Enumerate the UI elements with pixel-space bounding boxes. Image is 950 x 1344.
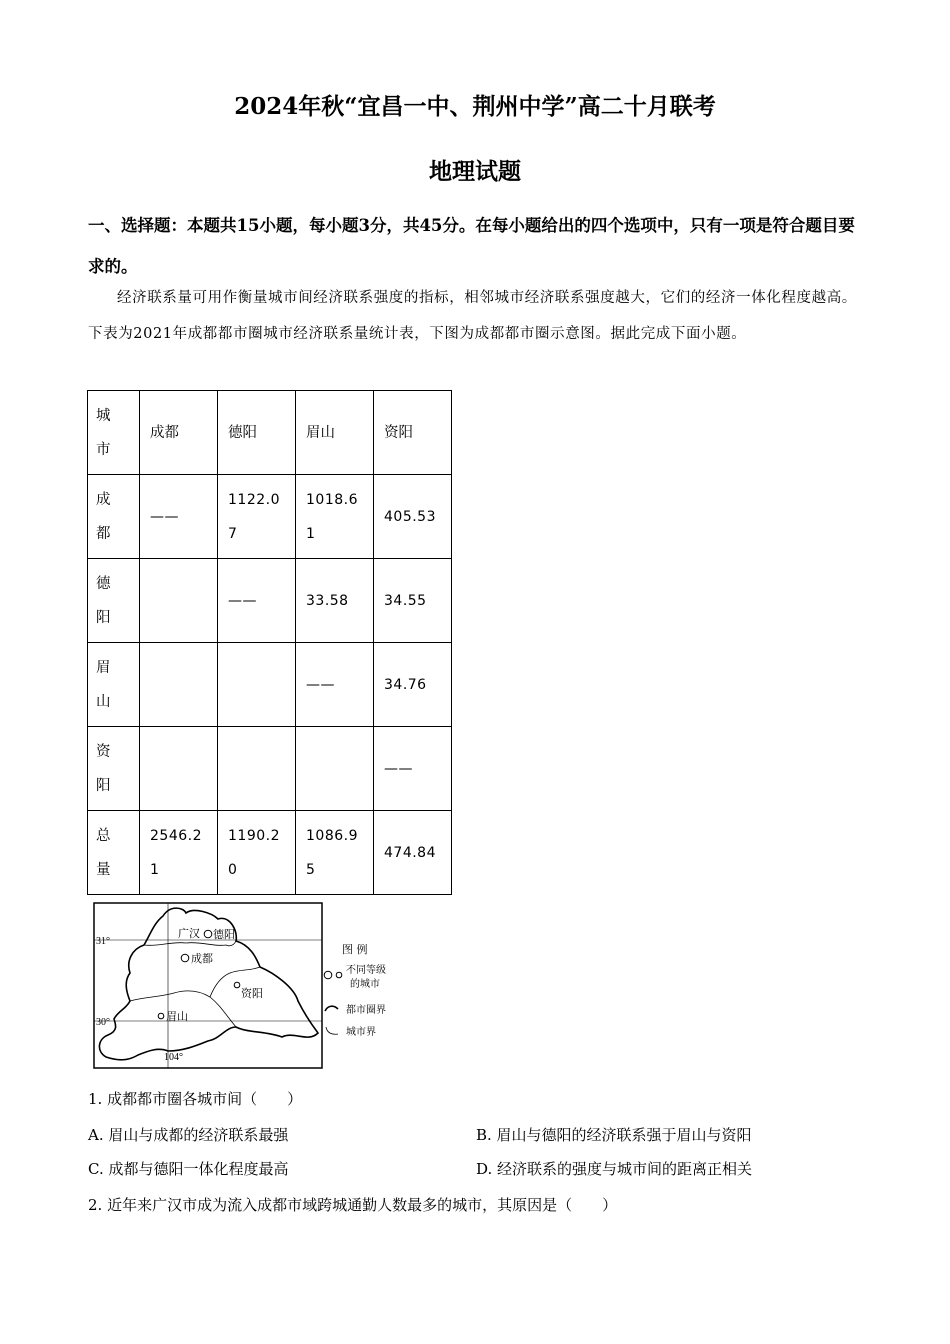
corner-char: 市 <box>96 441 111 458</box>
city-marker <box>158 1013 164 1019</box>
city-boundary <box>210 997 236 1027</box>
row-header <box>88 559 140 643</box>
map-city-label: 广汉 <box>178 927 200 940</box>
city-marker <box>181 954 189 962</box>
row-header-char: 量 <box>96 861 111 878</box>
latitude-label: 30° <box>96 1017 110 1028</box>
map-city-label: 资阳 <box>241 987 263 1000</box>
row-header-char: 成 <box>96 491 111 508</box>
column-header: 成都 <box>140 391 218 475</box>
table-cell: —— <box>140 475 218 559</box>
city-boundary <box>144 941 236 946</box>
table-cell: —— <box>374 727 452 811</box>
table-cell: 1122.07 <box>218 475 296 559</box>
column-header: 眉山 <box>296 391 374 475</box>
table-cell <box>218 643 296 727</box>
table-cell <box>140 643 218 727</box>
column-header: 德阳 <box>218 391 296 475</box>
question-1-option-c: C. 成都与德阳一体化程度最高 <box>88 1160 289 1178</box>
longitude-label: 104° <box>164 1052 183 1063</box>
question-1-option-b: B. 眉山与德阳的经济联系强于眉山与资阳 <box>476 1126 752 1144</box>
row-header <box>88 811 140 895</box>
table-cell <box>296 727 374 811</box>
map-city-label: 眉山 <box>166 1010 188 1023</box>
table-row <box>88 475 452 559</box>
city-marker <box>204 930 212 938</box>
section-heading: 一、选择题：本题共15小题，每小题3分，共45分。在每小题给出的四个选项中，只有一项是符合题目要求的。 <box>88 216 855 276</box>
table-row <box>88 559 452 643</box>
legend-item: 都市圈界 <box>346 1005 386 1016</box>
map-city-label: 德阳 <box>213 928 235 941</box>
map-city-label: 成都 <box>191 952 213 965</box>
table-cell: 34.55 <box>374 559 452 643</box>
question-1-stem: 1. 成都都市圈各城市间（ ） <box>88 1090 303 1108</box>
table-cell: —— <box>296 643 374 727</box>
table-cell: 1190.20 <box>218 811 296 895</box>
table-row <box>88 643 452 727</box>
intro-paragraph: 经济联系量可用作衡量城市间经济联系强度的指标，相邻城市经济联系强度越大，它们的经济一体化程度越高。下表为2021年成都都市圈城市经济联系量统计表，下图为成都都市圈示意图。据此完成下面小题。 <box>88 290 857 342</box>
economic-linkage-table <box>87 390 452 895</box>
exam-subtitle: 地理试题 <box>429 158 521 185</box>
table-cell: 405.53 <box>374 475 452 559</box>
table-cell <box>140 559 218 643</box>
legend-item: 城市界 <box>346 1027 376 1038</box>
question-1-option-d: D. 经济联系的强度与城市间的距离正相关 <box>476 1160 753 1178</box>
table-header-row <box>88 391 452 475</box>
column-header: 资阳 <box>374 391 452 475</box>
chengdu-metro-map <box>88 901 400 1073</box>
table-row <box>88 811 452 895</box>
legend-metro-boundary-symbol <box>325 1006 338 1011</box>
row-header <box>88 727 140 811</box>
table-cell: 34.76 <box>374 643 452 727</box>
row-header-char: 总 <box>96 827 111 844</box>
city-marker <box>234 982 240 988</box>
legend-city-boundary-symbol <box>326 1027 338 1034</box>
corner-char: 城 <box>96 407 111 424</box>
table-cell: 474.84 <box>374 811 452 895</box>
legend-item: 的城市 <box>350 979 380 990</box>
question-1-option-a: A. 眉山与成都的经济联系最强 <box>88 1126 289 1144</box>
row-header-char: 阳 <box>96 777 111 794</box>
row-header-char: 资 <box>96 743 111 760</box>
table-corner-cell <box>88 391 140 475</box>
row-header-char: 阳 <box>96 609 111 626</box>
row-header <box>88 643 140 727</box>
row-header-char: 都 <box>96 525 111 542</box>
table-cell: 1018.61 <box>296 475 374 559</box>
row-header-char: 德 <box>96 575 111 592</box>
legend-title: 图 例 <box>342 943 368 956</box>
legend-city-marker <box>324 971 332 979</box>
table-row <box>88 727 452 811</box>
row-header-char: 眉 <box>96 659 111 676</box>
row-header-char: 山 <box>96 693 111 710</box>
table-cell: 2546.21 <box>140 811 218 895</box>
row-header <box>88 475 140 559</box>
table-cell <box>218 727 296 811</box>
table-cell: —— <box>218 559 296 643</box>
legend-city-marker <box>336 972 342 978</box>
exam-title: 2024年秋“宜昌一中、荆州中学”高二十月联考 <box>234 93 716 120</box>
latitude-label: 31° <box>96 936 110 947</box>
table-cell: 1086.95 <box>296 811 374 895</box>
table-cell <box>140 727 218 811</box>
legend-item: 不同等级 <box>346 965 386 976</box>
question-2-stem: 2. 近年来广汉市成为流入成都市域跨城通勤人数最多的城市，其原因是（ ） <box>88 1196 618 1214</box>
table-cell: 33.58 <box>296 559 374 643</box>
